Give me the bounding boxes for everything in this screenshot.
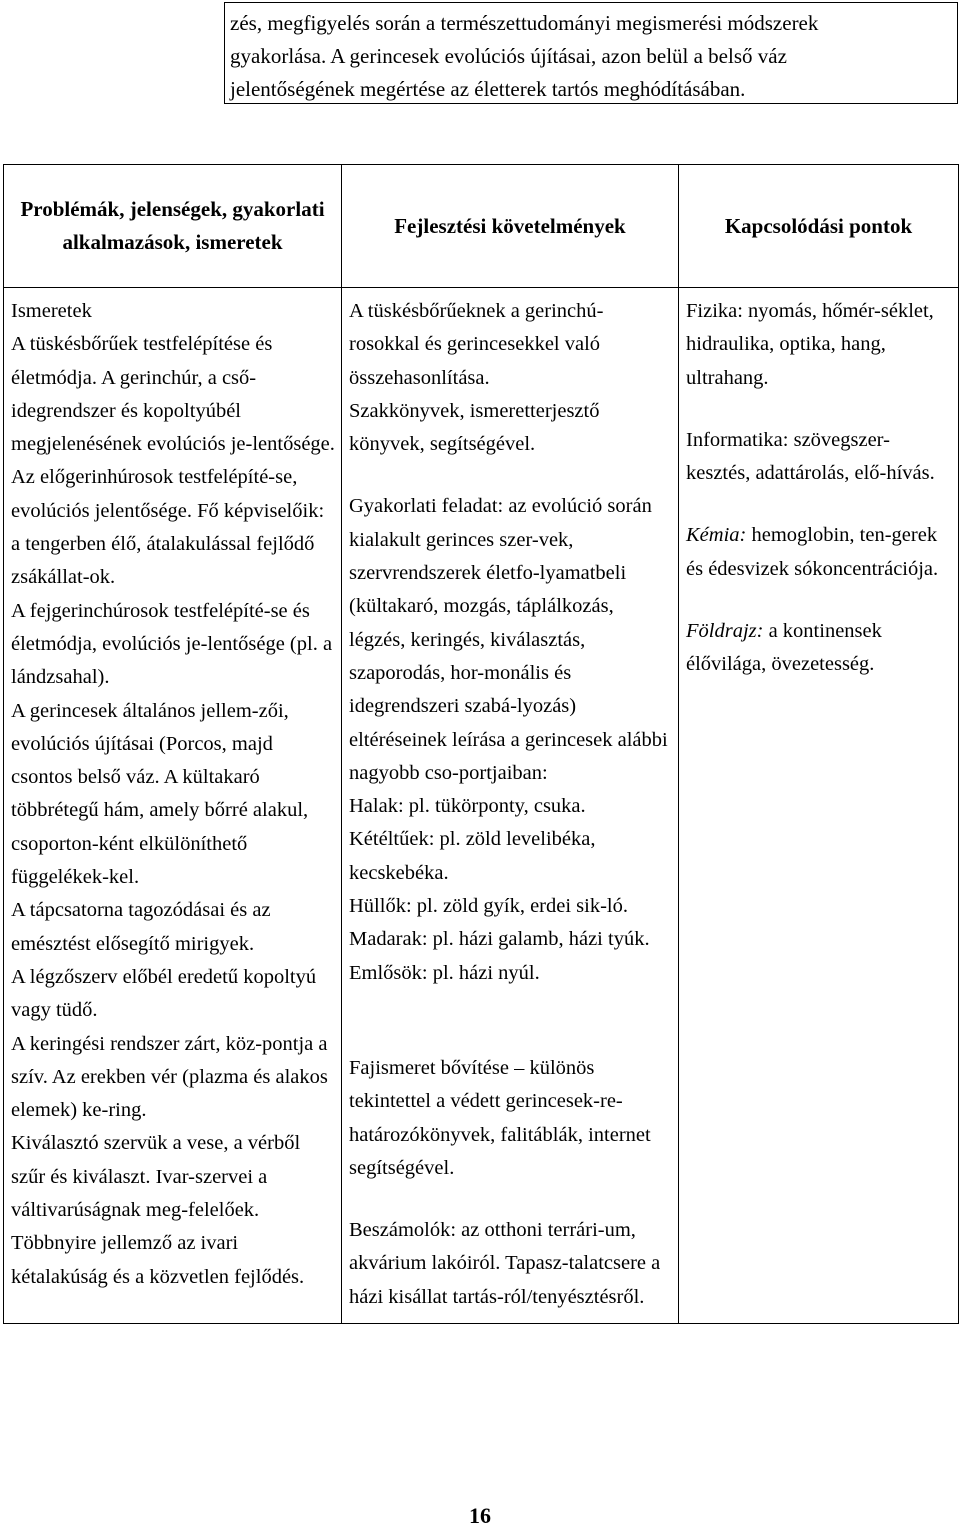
connections-cell [679, 288, 959, 1324]
table-header-row [4, 165, 959, 288]
intro-line: jelentőségének megértése az életterek tartós meghódításában. [230, 77, 746, 101]
requirements-paragraph: Kétéltűek: pl. zöld levelibéka, kecskebéka. [349, 828, 596, 884]
page-number: 16 [469, 1503, 491, 1528]
requirements-paragraph: Fajismeret bővítése – különös tekintettel a védett gerincesek-re-határozókönyvek, falitáblák, internet segítségével. [349, 1056, 651, 1179]
problems-paragraph: A fejgerinchúrosok testfelépíté-se és életmódja, evolúciós je-lentősége (pl. a lándzsahal). [11, 599, 333, 689]
intro-line: gyakorlása. A gerincesek evolúciós újításai, azon belül a belső váz [230, 44, 787, 68]
problems-paragraph: A tüskésbőrűek testfelépítése és életmódja. A gerinchúr, a cső-idegrendszer és kopoltyúbél megjelenésének evolúciós je-lentősége. [11, 333, 335, 456]
intro-line: zés, megfigyelés során a természettudományi megismerési módszerek [230, 11, 819, 35]
table-row [4, 288, 959, 1324]
header-connections: Kapcsolódási pontok [679, 165, 959, 288]
problems-paragraph: Ismeretek [11, 300, 92, 322]
connection-physics: Fizika: nyomás, hőmér-séklet, hidraulika, optika, hang, ultrahang. [686, 300, 934, 389]
problems-paragraph: A keringési rendszer zárt, köz-pontja a szív. Az erekben vér (plazma és alakos elemek) ke-ring. [11, 1032, 328, 1122]
connection-informatics: Informatika: szövegszer-kesztés, adattárolás, elő-hívás. [686, 428, 935, 485]
requirements-paragraph: Szakkönyvek, ismeretterjesztő könyvek, segítségével. [349, 399, 600, 456]
header-problems: Problémák, jelenségek, gyakorlati alkalmazások, ismeretek [4, 165, 342, 288]
requirements-cell [342, 288, 679, 1324]
problems-cell [4, 288, 342, 1324]
connection-geography: Földrajz: a kontinensek élővilága, övezetesség. [686, 620, 882, 676]
requirements-paragraph: Madarak: pl. házi galamb, házi tyúk. [349, 928, 650, 951]
problems-paragraph: Az előgerinhúrosok testfelépíté-se, evolúciós jelentősége. Fő képviselőik: a tengerben élő, átalakulással fejlődő zsákállat-ok. [11, 466, 325, 589]
connection-chemistry: Kémia: hemoglobin, ten-gerek és édesvizek sókoncentrációja. [686, 524, 939, 580]
problems-paragraph: A gerincesek általános jellem-zői, evolúciós újításai (Porcos, majd csontos belső váz. A kültakaró többrétegű hám, amely bőrré alakul, csoporton-ként elkülöníthető függelékek-kel. [11, 699, 309, 889]
intro-text-box [224, 2, 958, 104]
requirements-paragraph: Emlősök: pl. házi nyúl. [349, 961, 540, 984]
requirements-paragraph: Gyakorlati feladat: az evolúció során kialakult gerinces szer-vek, szervrendszerek életfo-lyamatbeli (kültakaró, mozgás, táplálkozás, légzés, keringés, kiválasztás, szaporodás, hor-monális és idegrendszeri szabá-lyozás) eltéréseinek leírása a gerincesek alábbi nagyobb cso-portjaiban: [349, 495, 668, 784]
problems-paragraph: Kiválasztó szervük a vese, a vérből szűr és kiválaszt. Ivar-szervei a váltivarúságnak meg-felelőek. Többnyire jellemző az ivari kétalakúság és a közvetlen fejlődés. [11, 1132, 305, 1288]
header-requirements: Fejlesztési követelmények [342, 165, 679, 288]
requirements-paragraph: Hüllők: pl. zöld gyík, erdei sik-ló. [349, 895, 628, 918]
curriculum-table [3, 164, 959, 1324]
problems-paragraph: A légzőszerv előbél eredetű kopoltyú vagy tüdő. [11, 965, 317, 1022]
requirements-paragraph: A tüskésbőrűeknek a gerinchú-rosokkal és gerincesekkel való összehasonlítása. [349, 300, 604, 389]
requirements-paragraph: Beszámolók: az otthoni terrári-um, akvárium lakóiról. Tapasz-talatcsere a házi kisállat tartás-ról/tenyésztésről. [349, 1219, 661, 1308]
problems-paragraph: A tápcsatorna tagozódásai és az emésztést elősegítő mirigyek. [11, 899, 271, 955]
requirements-paragraph: Halak: pl. tükörponty, csuka. [349, 795, 586, 818]
